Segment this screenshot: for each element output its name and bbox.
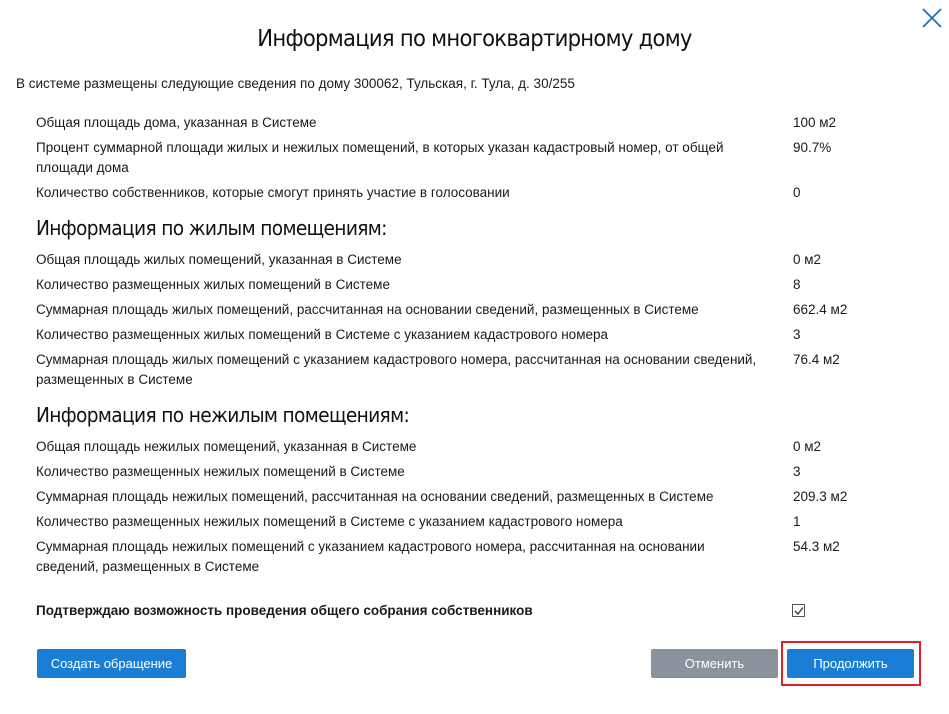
close-button[interactable] (920, 6, 944, 30)
dialog-title: Информация по многоквартирному дому (257, 26, 692, 52)
info-label: Количество размещенных нежилых помещений в Системе с указанием кадастрового номера (36, 514, 623, 529)
close-icon (920, 6, 944, 30)
nonresidential-rows (36, 437, 916, 577)
create-request-button[interactable]: Создать обращение (37, 649, 186, 678)
continue-button[interactable]: Продолжить (787, 649, 914, 678)
info-value: 3 (793, 327, 801, 342)
nonresidential-heading: Информация по нежилым помещениям: (36, 403, 410, 427)
info-label: Суммарная площадь нежилых помещений с указанием кадастрового номера, рассчитанная на основании сведений, размещенных в Системе (36, 539, 705, 574)
info-value: 90.7% (793, 140, 832, 155)
info-label: Общая площадь дома, указанная в Системе (36, 115, 317, 130)
info-value: 100 м2 (793, 115, 837, 130)
confirm-label: Подтверждаю возможность проведения общего собрания собственников (36, 603, 533, 618)
info-value: 0 м2 (793, 252, 822, 267)
info-label: Суммарная площадь жилых помещений с указанием кадастрового номера, рассчитанная на основании сведений, размещенных в Системе (36, 352, 757, 387)
residential-heading: Информация по жилым помещениям: (36, 216, 387, 240)
info-label: Количество размещенных жилых помещений в Системе с указанием кадастрового номера (36, 327, 608, 342)
info-value: 1 (793, 514, 801, 529)
info-row (36, 350, 916, 390)
info-row (36, 512, 916, 532)
info-row (36, 275, 916, 295)
info-value: 662.4 м2 (793, 302, 848, 317)
info-value: 76.4 м2 (793, 352, 840, 367)
info-row (36, 537, 916, 577)
info-row (36, 487, 916, 507)
info-row (36, 138, 916, 178)
info-label: Количество размещенных жилых помещений в Системе (36, 277, 390, 292)
info-label: Суммарная площадь жилых помещений, рассчитанная на основании сведений, размещенных в Системе (36, 302, 699, 317)
general-info (36, 113, 916, 203)
info-label: Количество собственников, которые смогут принять участие в голосовании (36, 185, 510, 200)
nonresidential-section (36, 403, 916, 427)
residential-section (36, 216, 916, 240)
info-label: Процент суммарной площади жилых и нежилых помещений, в которых указан кадастровый номер, от общей площади дома (36, 140, 724, 175)
info-label: Суммарная площадь нежилых помещений, рассчитанная на основании сведений, размещенных в Системе (36, 489, 714, 504)
info-row (36, 250, 916, 270)
intro-text: В системе размещены следующие сведения по дому 300062, Тульская, г. Тула, д. 30/255 (16, 76, 575, 91)
checkmark-icon (794, 606, 804, 616)
info-row (36, 183, 916, 203)
info-row (36, 437, 916, 457)
info-row (36, 113, 916, 133)
info-row (36, 325, 916, 345)
info-label: Общая площадь нежилых помещений, указанная в Системе (36, 439, 417, 454)
info-label: Количество размещенных нежилых помещений в Системе (36, 464, 405, 479)
info-value: 8 (793, 277, 801, 292)
info-value: 54.3 м2 (793, 539, 840, 554)
info-row (36, 300, 916, 320)
info-value: 209.3 м2 (793, 489, 848, 504)
cancel-button[interactable]: Отменить (651, 649, 778, 678)
info-value: 0 м2 (793, 439, 822, 454)
info-value: 0 (793, 185, 801, 200)
info-value: 3 (793, 464, 801, 479)
residential-rows (36, 250, 916, 390)
info-row (36, 462, 916, 482)
confirm-checkbox[interactable] (792, 604, 805, 617)
info-label: Общая площадь жилых помещений, указанная в Системе (36, 252, 402, 267)
